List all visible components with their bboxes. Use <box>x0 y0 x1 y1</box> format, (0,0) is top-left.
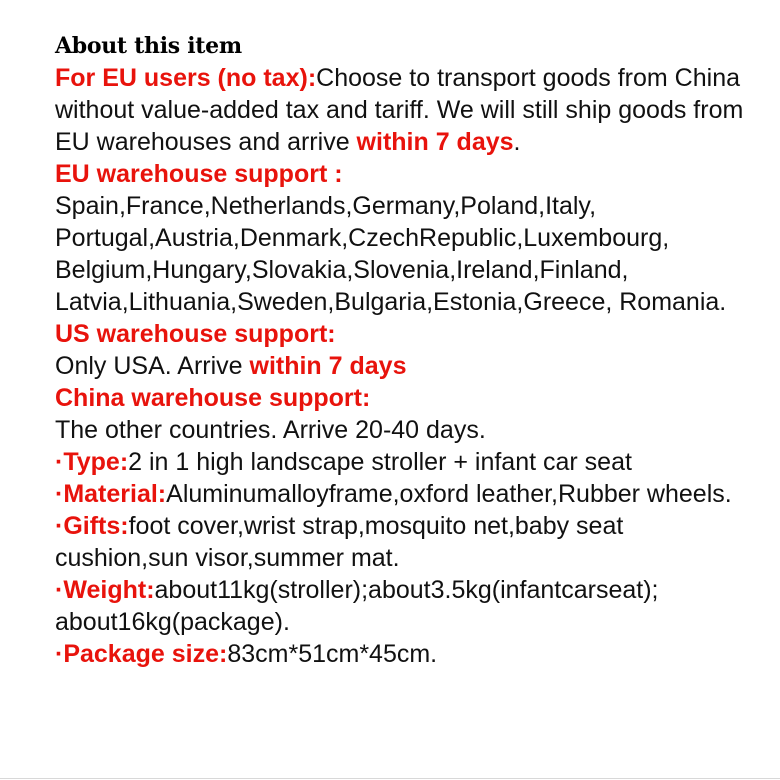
spec-type-value: 2 in 1 high landscape stroller + infant car seat <box>128 448 632 476</box>
eu-users-label: For EU users (no tax): <box>55 64 317 92</box>
spec-weight-bullet: · <box>55 576 64 604</box>
us-delivery-highlight: within 7 days <box>249 352 407 380</box>
product-description <box>55 30 755 670</box>
china-warehouse-label: China warehouse support: <box>55 384 371 412</box>
spec-type-label: Type: <box>63 448 129 476</box>
eu-users-text-end: . <box>513 128 521 156</box>
spec-material-label: Material: <box>63 480 167 508</box>
eu-warehouse-label: EU warehouse support : <box>55 160 343 188</box>
spec-material-value: Aluminumalloyframe,oxford leather,Rubber wheels. <box>166 480 732 508</box>
spec-gifts-value: foot cover,wrist strap,mosquito net,baby seat cushion,sun visor,summer mat. <box>55 512 624 572</box>
section-title: About this item <box>55 33 242 59</box>
spec-weight-value: about11kg(stroller);about3.5kg(infantcarseat); about16kg(package). <box>55 576 659 636</box>
spec-gifts <box>55 510 755 574</box>
eu-users-paragraph <box>55 62 755 158</box>
eu-users-text: Choose to transport goods from China without value-added tax and tariff. We will still ship goods from EU warehouses and arrive <box>55 64 744 156</box>
spec-weight-label: Weight: <box>63 576 155 604</box>
spec-material-bullet: · <box>55 480 64 508</box>
eu-warehouse-countries: Spain,France,Netherlands,Germany,Poland,Italy, Portugal,Austria,Denmark,CzechRepublic,Luxembourg, Belgium,Hungary,Slovakia,Slovenia,Ireland,Finland, Latvia,Lithuania,Sweden,Bulgaria,Estonia,Greece, Romania. <box>55 192 727 316</box>
china-warehouse-text: The other countries. Arrive 20-40 days. <box>55 416 486 444</box>
eu-delivery-highlight: within 7 days <box>356 128 514 156</box>
china-warehouse-paragraph <box>55 382 755 446</box>
spec-type-bullet: · <box>55 448 64 476</box>
spec-weight <box>55 574 755 638</box>
spec-package-value: 83cm*51cm*45cm. <box>227 640 438 668</box>
spec-type <box>55 446 755 478</box>
spec-gifts-label: Gifts: <box>63 512 129 540</box>
eu-warehouse-paragraph <box>55 158 755 318</box>
spec-package-label: Package size: <box>63 640 228 668</box>
bottom-divider <box>0 778 780 779</box>
spec-package-size <box>55 638 755 670</box>
spec-package-bullet: · <box>55 640 64 668</box>
us-warehouse-label: US warehouse support: <box>55 320 336 348</box>
spec-gifts-bullet: · <box>55 512 64 540</box>
us-warehouse-paragraph <box>55 318 755 382</box>
spec-material <box>55 478 755 510</box>
us-warehouse-text: Only USA. Arrive <box>55 352 250 380</box>
